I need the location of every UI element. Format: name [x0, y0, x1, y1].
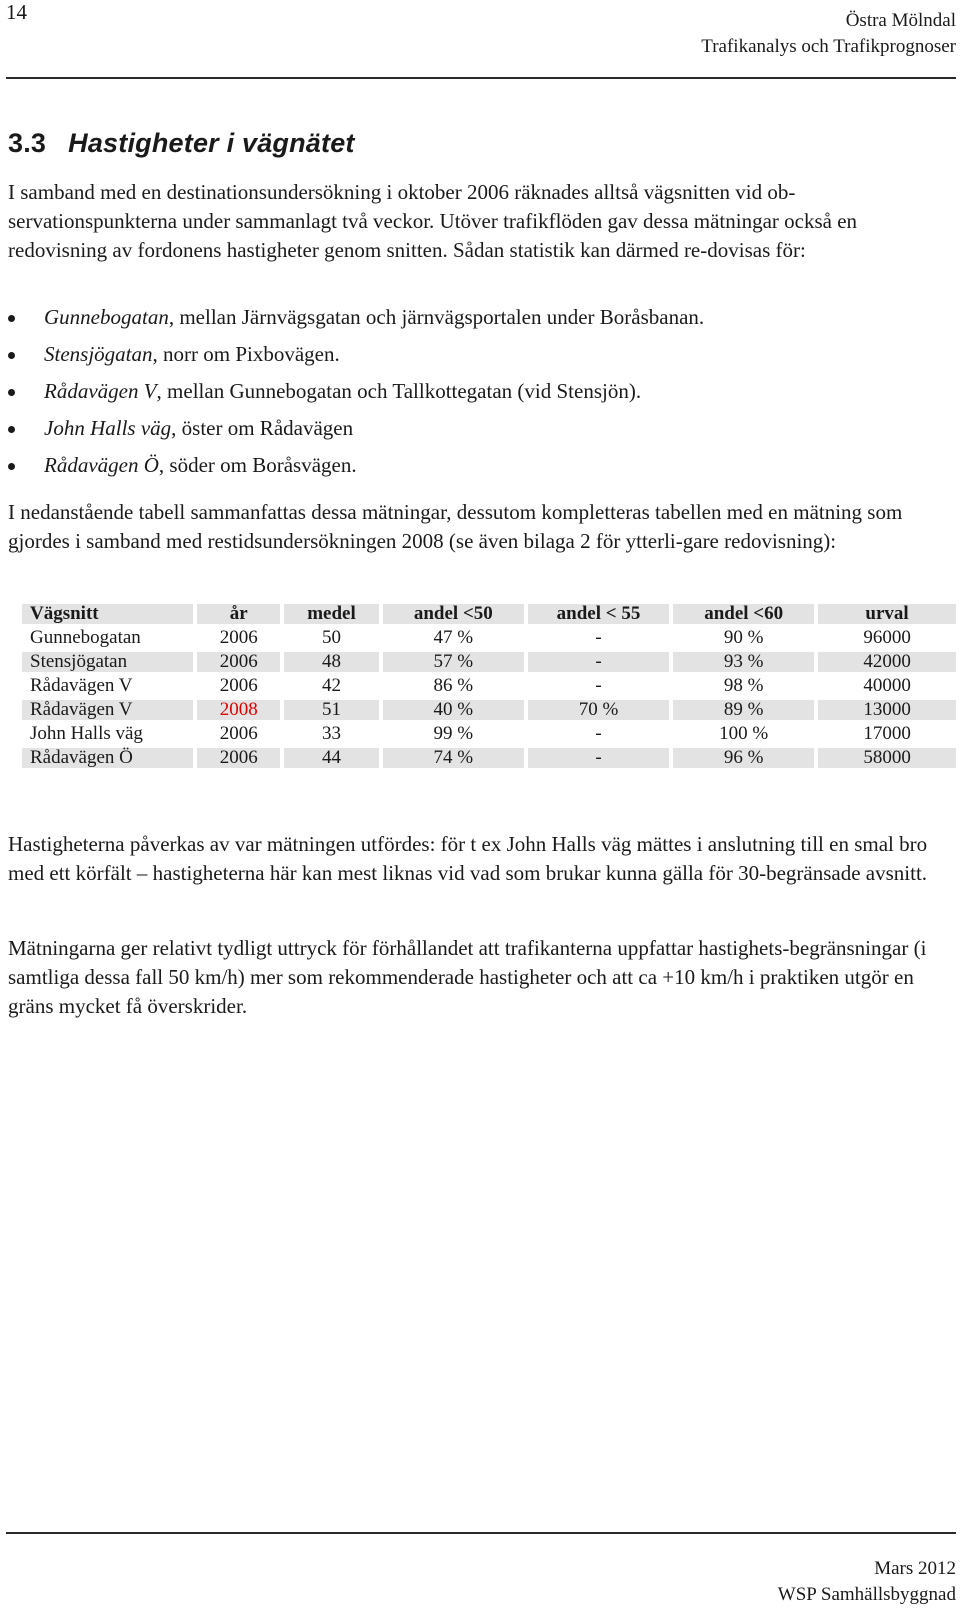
header-report-title: Trafikanalys och Trafikprognoser [701, 36, 956, 57]
table-cell: 2006 [197, 748, 280, 768]
section-heading [8, 128, 355, 159]
table-cell: 42 [284, 676, 379, 696]
bullet-icon [8, 315, 15, 322]
table-cell: 86 % [383, 676, 524, 696]
table-row [22, 748, 956, 768]
street-description: , mellan Gunnebogatan och Tallkottegatan (vid Stensjön). [156, 379, 642, 403]
conclusion-paragraph: Mätningarna ger relativt tydligt uttryck för förhållandet att trafikanterna uppfattar hastighets-begränsningar (i samtliga dessa fall 50 km/h) mer som rekommenderade hastigheter och att ca +10 km/h i praktiken utgör en gräns mycket få överskrider. [8, 936, 927, 1018]
list-item [8, 451, 704, 488]
column-header: Vägsnitt [22, 604, 193, 624]
table-cell: 90 % [673, 628, 814, 648]
street-name: Rådavägen V [44, 379, 157, 403]
table-cell: 40 % [383, 700, 524, 720]
table-row [22, 700, 956, 720]
column-header: urval [818, 604, 956, 624]
table-cell: 13000 [818, 700, 956, 720]
running-header [701, 8, 956, 60]
header-rule [6, 77, 956, 79]
street-description: , norr om Pixbovägen. [152, 342, 340, 366]
table-cell: - [528, 652, 669, 672]
table-header-row [22, 604, 956, 624]
table-cell: 40000 [818, 676, 956, 696]
table-cell: 50 [284, 628, 379, 648]
footer-rule [6, 1532, 956, 1534]
street-description: , öster om Rådavägen [171, 416, 354, 440]
table-cell: 44 [284, 748, 379, 768]
table-cell: 58000 [818, 748, 956, 768]
footer-date: Mars 2012 [874, 1558, 956, 1579]
bullet-icon [8, 389, 15, 396]
table-cell: 47 % [383, 628, 524, 648]
street-name: Stensjögatan [44, 342, 153, 366]
table-cell: 98 % [673, 676, 814, 696]
table-row [22, 652, 956, 672]
intro-paragraph: I samband med en destinationsundersökning i oktober 2006 räknades alltså vägsnitten vid ob-servationspunkterna under sammanlagt två veckor. Utöver trafikflöden gav dessa mätningar också en redovisning av fordonens hastigheter genom snitten. Sådan statistik kan därmed re-dovisas för: [8, 180, 858, 262]
section-number: 3.3 [8, 128, 47, 158]
running-footer [778, 1556, 956, 1608]
column-header: medel [284, 604, 379, 624]
table-cell: 93 % [673, 652, 814, 672]
table-row [22, 676, 956, 696]
table-cell: 57 % [383, 652, 524, 672]
table-cell: Rådavägen V [22, 676, 193, 696]
bullet-icon [8, 426, 15, 433]
table-cell: 89 % [673, 700, 814, 720]
table-cell: - [528, 748, 669, 768]
table-cell: 17000 [818, 724, 956, 744]
street-description: , mellan Järnvägsgatan och järnvägsportalen under Boråsbanan. [168, 305, 705, 329]
list-item [8, 414, 704, 451]
street-name: Gunnebogatan [44, 305, 169, 329]
highlighted-year-cell: 2008 [197, 700, 280, 720]
column-header: andel < 55 [528, 604, 669, 624]
bullet-icon [8, 352, 15, 359]
table-cell: 100 % [673, 724, 814, 744]
table-cell: 2006 [197, 676, 280, 696]
table-row [22, 724, 956, 744]
table-cell: Rådavägen V [22, 700, 193, 720]
speed-measurements-table [18, 600, 960, 772]
table-cell: 74 % [383, 748, 524, 768]
table-cell: 42000 [818, 652, 956, 672]
column-header: andel <60 [673, 604, 814, 624]
table-cell: 2006 [197, 724, 280, 744]
bullet-icon [8, 463, 15, 470]
table-cell: 70 % [528, 700, 669, 720]
street-name: John Halls väg [44, 416, 172, 440]
column-header: andel <50 [383, 604, 524, 624]
table-cell: 99 % [383, 724, 524, 744]
table-cell: 33 [284, 724, 379, 744]
table-cell: Stensjögatan [22, 652, 193, 672]
table-cell: - [528, 724, 669, 744]
table-cell: John Halls väg [22, 724, 193, 744]
list-item [8, 377, 704, 414]
page-number: 14 [6, 0, 27, 24]
speed-effects-paragraph: Hastigheterna påverkas av var mätningen utfördes: för t ex John Halls väg mättes i anslutning till en smal bro med ett körfält – hastigheterna här kan mest liknas vid vad som brukar kunna gälla för 30-begränsade avsnitt. [8, 832, 928, 885]
header-project-name: Östra Mölndal [845, 10, 956, 31]
list-item [8, 303, 704, 340]
list-item [8, 340, 704, 377]
street-description: , söder om Boråsvägen. [158, 453, 357, 477]
footer-company: WSP Samhällsbyggnad [777, 1584, 956, 1605]
table-cell: 48 [284, 652, 379, 672]
street-name: Rådavägen Ö [44, 453, 159, 477]
table-cell: 96000 [818, 628, 956, 648]
column-header: år [197, 604, 280, 624]
measurement-locations-list [8, 303, 704, 488]
table-cell: Gunnebogatan [22, 628, 193, 648]
table-cell: - [528, 628, 669, 648]
table-cell: 96 % [673, 748, 814, 768]
table-cell: 2006 [197, 652, 280, 672]
table-intro-paragraph: I nedanstående tabell sammanfattas dessa mätningar, dessutom kompletteras tabellen med en mätning som gjordes i samband med restidsundersökningen 2008 (se även bilaga 2 för ytterli-gare redovisning): [8, 500, 903, 553]
table-row [22, 628, 956, 648]
section-title: Hastigheter i vägnätet [68, 128, 355, 158]
table-cell: 2006 [197, 628, 280, 648]
table-cell: 51 [284, 700, 379, 720]
table-cell: Rådavägen Ö [22, 748, 193, 768]
table-cell: - [528, 676, 669, 696]
